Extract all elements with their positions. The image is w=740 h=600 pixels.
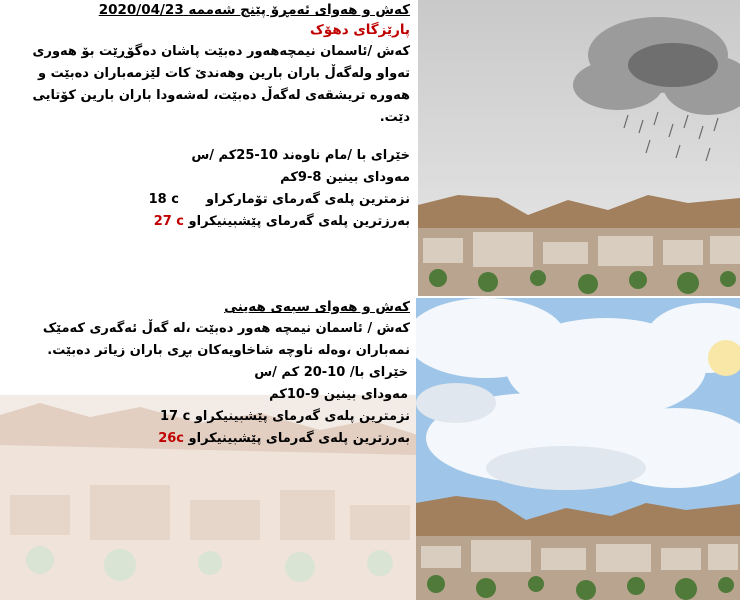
today-min-value: 18 c bbox=[148, 192, 179, 207]
tomorrow-title: کەش و هەوای سبەی هەینی bbox=[224, 299, 410, 315]
tomorrow-min-label: نزمترین پلەی گەرمای پێشبینیکراو bbox=[194, 409, 410, 424]
today-desc-line-1: کەش /ئاسمان نیمچەهەور دەبێت پاشان دەگۆڕێت بۆ هەوری bbox=[32, 44, 410, 59]
today-max-value: 27 c bbox=[153, 214, 185, 229]
tomorrow-max-temp bbox=[0, 428, 410, 450]
region-title: پارێزگای دهۆک bbox=[310, 22, 410, 38]
tomorrow-max-value: 26c bbox=[158, 431, 185, 446]
cloudy-city-photo bbox=[416, 298, 740, 600]
tomorrow-desc-line-2: نمەباران ،وەلە ناوچە شاخاویەکان بڕی باران زیاتر دەبێت. bbox=[47, 343, 410, 358]
date-value: 2020/04/23 bbox=[98, 2, 184, 18]
tomorrow-visibility: مەودای بینین 9-10کم bbox=[269, 387, 408, 402]
rainy-city-photo bbox=[418, 0, 740, 296]
today-desc-line-3: هەورە تریشقەی لەگەڵ دەبێت، لەشەودا باران بارین کۆتایی bbox=[32, 88, 410, 103]
today-desc-line-4: دێت. bbox=[379, 110, 410, 125]
tomorrow-section bbox=[0, 296, 410, 450]
tomorrow-min-temp bbox=[0, 406, 410, 428]
today-min-temp bbox=[0, 189, 410, 211]
today-min-label: نزمترین پلەی گەرمای تۆمارکراو bbox=[206, 192, 410, 207]
date-header bbox=[0, 0, 410, 20]
date-header-text: كەش و هەوای ئەمڕۆ پێنج شەممە bbox=[188, 2, 410, 18]
today-section bbox=[0, 0, 410, 233]
today-desc-line-2: تەواو ولەگەڵ باران بارین وهەندێ کات لێزمەباران دەبێت و bbox=[38, 66, 410, 81]
today-max-temp bbox=[0, 211, 410, 233]
tomorrow-wind: خێرای با/ 10-20 کم /س bbox=[254, 365, 408, 380]
today-visibility: مەودای بینین 8-9کم bbox=[280, 170, 410, 185]
tomorrow-desc-line-1: کەش / ئاسمان نیمچە هەور دەبێت ،لە گەڵ ئەگەری کەمێک bbox=[42, 321, 410, 336]
today-wind: خێرای با /مام ناوەند 10-25کم /س bbox=[191, 148, 410, 163]
today-max-label: بەرزترین پلەی گەرمای پێشبینیکراو bbox=[188, 214, 410, 229]
tomorrow-max-label: بەرزترین پلەی گەرمای پێشبینیکراو bbox=[188, 431, 410, 446]
tomorrow-min-value: 17 c bbox=[159, 409, 191, 424]
